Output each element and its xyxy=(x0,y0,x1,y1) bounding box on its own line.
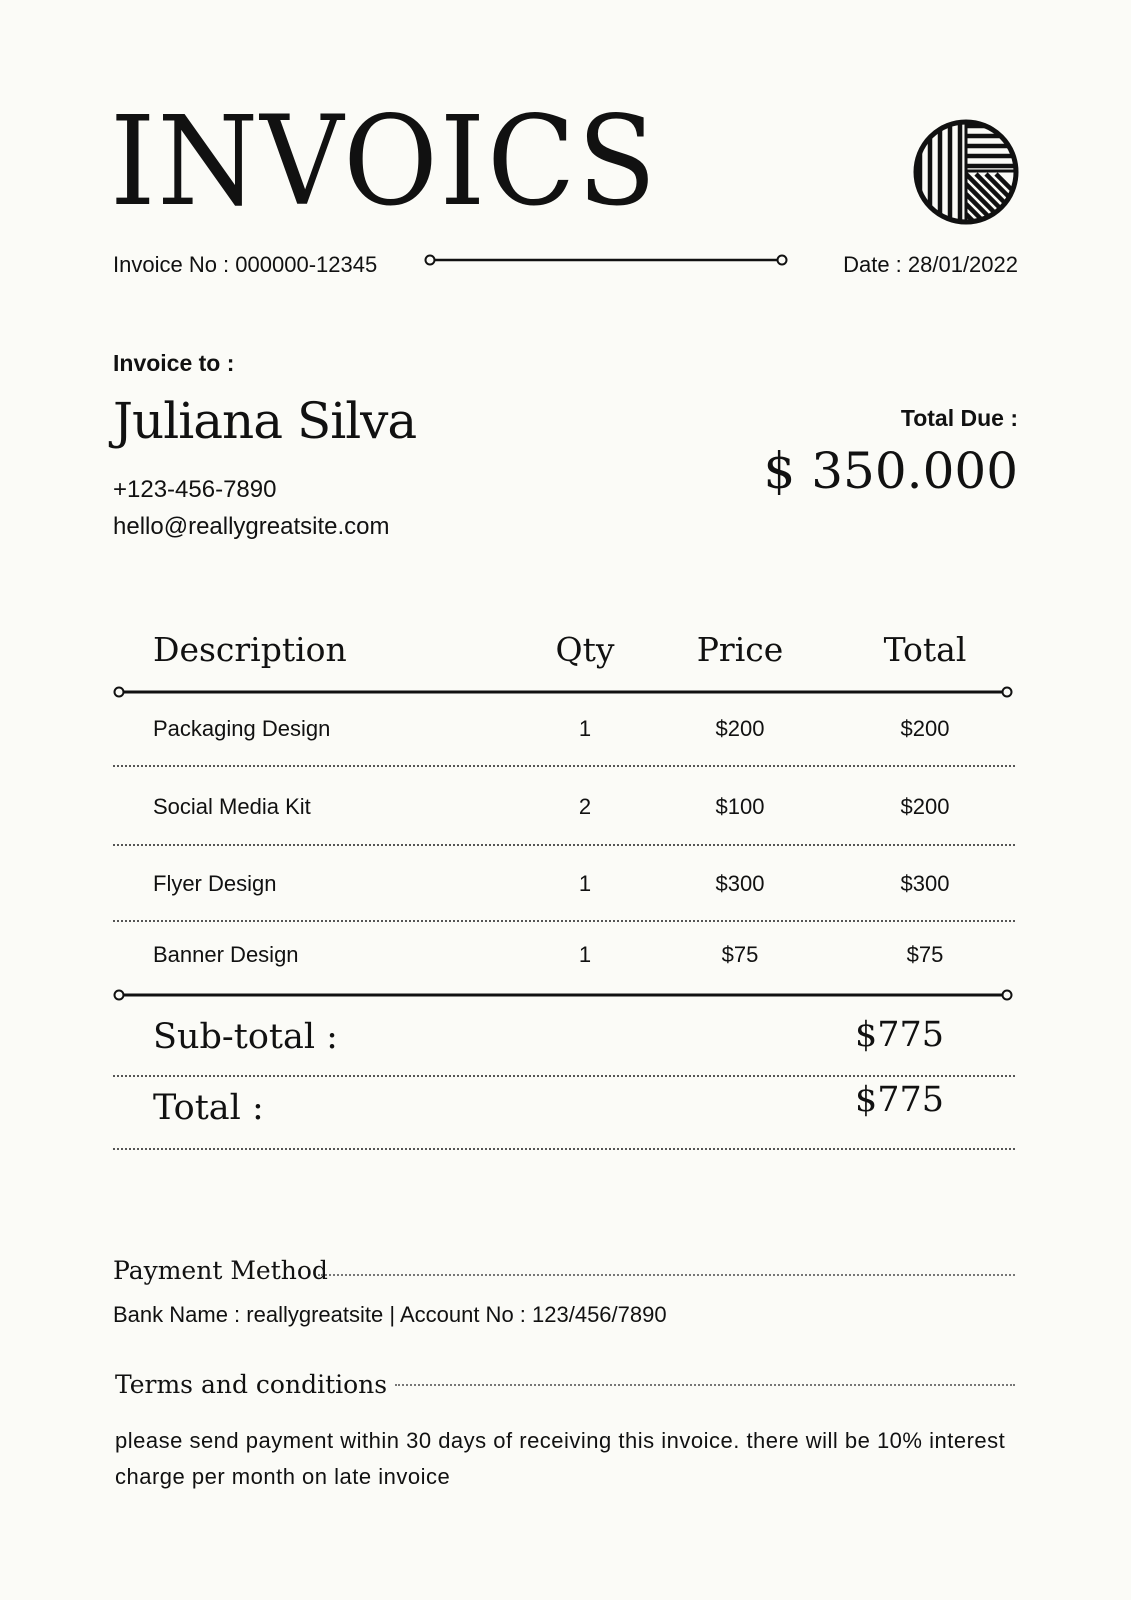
total-due-value: $ 350.000 xyxy=(763,442,1018,500)
table-row xyxy=(0,864,1131,904)
header-divider xyxy=(424,252,788,268)
row-total: $200 xyxy=(900,716,950,741)
payment-divider xyxy=(318,1274,1015,1276)
table-top-rule xyxy=(113,685,1013,699)
total-value: $775 xyxy=(855,1080,945,1120)
subtotal-value: $775 xyxy=(855,1015,945,1055)
column-header-qty: Qty xyxy=(555,630,615,669)
row-description: Packaging Design xyxy=(153,716,331,741)
table-row xyxy=(0,935,1131,975)
table-row xyxy=(0,709,1131,749)
summary-divider xyxy=(113,1148,1015,1150)
row-divider xyxy=(113,844,1015,846)
striped-circle-logo-icon xyxy=(912,118,1020,226)
payment-details: Bank Name : reallygreatsite | Account No : 123/456/7890 xyxy=(113,1302,667,1327)
invoice-number: Invoice No : 000000-12345 xyxy=(113,252,378,277)
row-description: Social Media Kit xyxy=(153,794,311,819)
subtotal-label: Sub-total : xyxy=(153,1017,338,1057)
row-description: Banner Design xyxy=(153,942,299,967)
client-email: hello@reallygreatsite.com xyxy=(113,513,390,540)
summary-divider xyxy=(113,1075,1015,1077)
row-total: $200 xyxy=(900,794,950,819)
client-name: Juliana Silva xyxy=(113,392,417,450)
row-qty: 1 xyxy=(578,871,592,896)
table-bottom-rule xyxy=(113,988,1013,1002)
column-header-description: Description xyxy=(153,630,347,669)
terms-text: please send payment within 30 days of receiving this invoice. there will be 10% interest charge per month on late invoice xyxy=(115,1428,1006,1489)
terms-title: Terms and conditions xyxy=(115,1370,388,1399)
invoice-title: INVOICS xyxy=(110,90,659,234)
row-price: $75 xyxy=(721,942,759,967)
total-due-label: Total Due : xyxy=(900,405,1018,431)
row-total: $75 xyxy=(906,942,944,967)
row-description: Flyer Design xyxy=(153,871,277,896)
invoice-date: Date : 28/01/2022 xyxy=(843,252,1018,277)
total-label: Total : xyxy=(153,1088,264,1128)
payment-method-title: Payment Method xyxy=(113,1256,328,1285)
column-header-price: Price xyxy=(696,630,784,669)
row-price: $200 xyxy=(715,716,765,741)
row-qty: 1 xyxy=(578,942,592,967)
row-divider xyxy=(113,765,1015,767)
client-phone: +123-456-7890 xyxy=(113,476,277,503)
table-row xyxy=(0,787,1131,827)
row-price: $300 xyxy=(715,871,765,896)
row-qty: 1 xyxy=(578,716,592,741)
column-header-total: Total xyxy=(883,630,967,669)
row-price: $100 xyxy=(715,794,765,819)
invoice-to-label: Invoice to : xyxy=(113,350,235,376)
row-qty: 2 xyxy=(578,794,592,819)
row-divider xyxy=(113,920,1015,922)
row-total: $300 xyxy=(900,871,950,896)
terms-divider xyxy=(395,1384,1015,1386)
